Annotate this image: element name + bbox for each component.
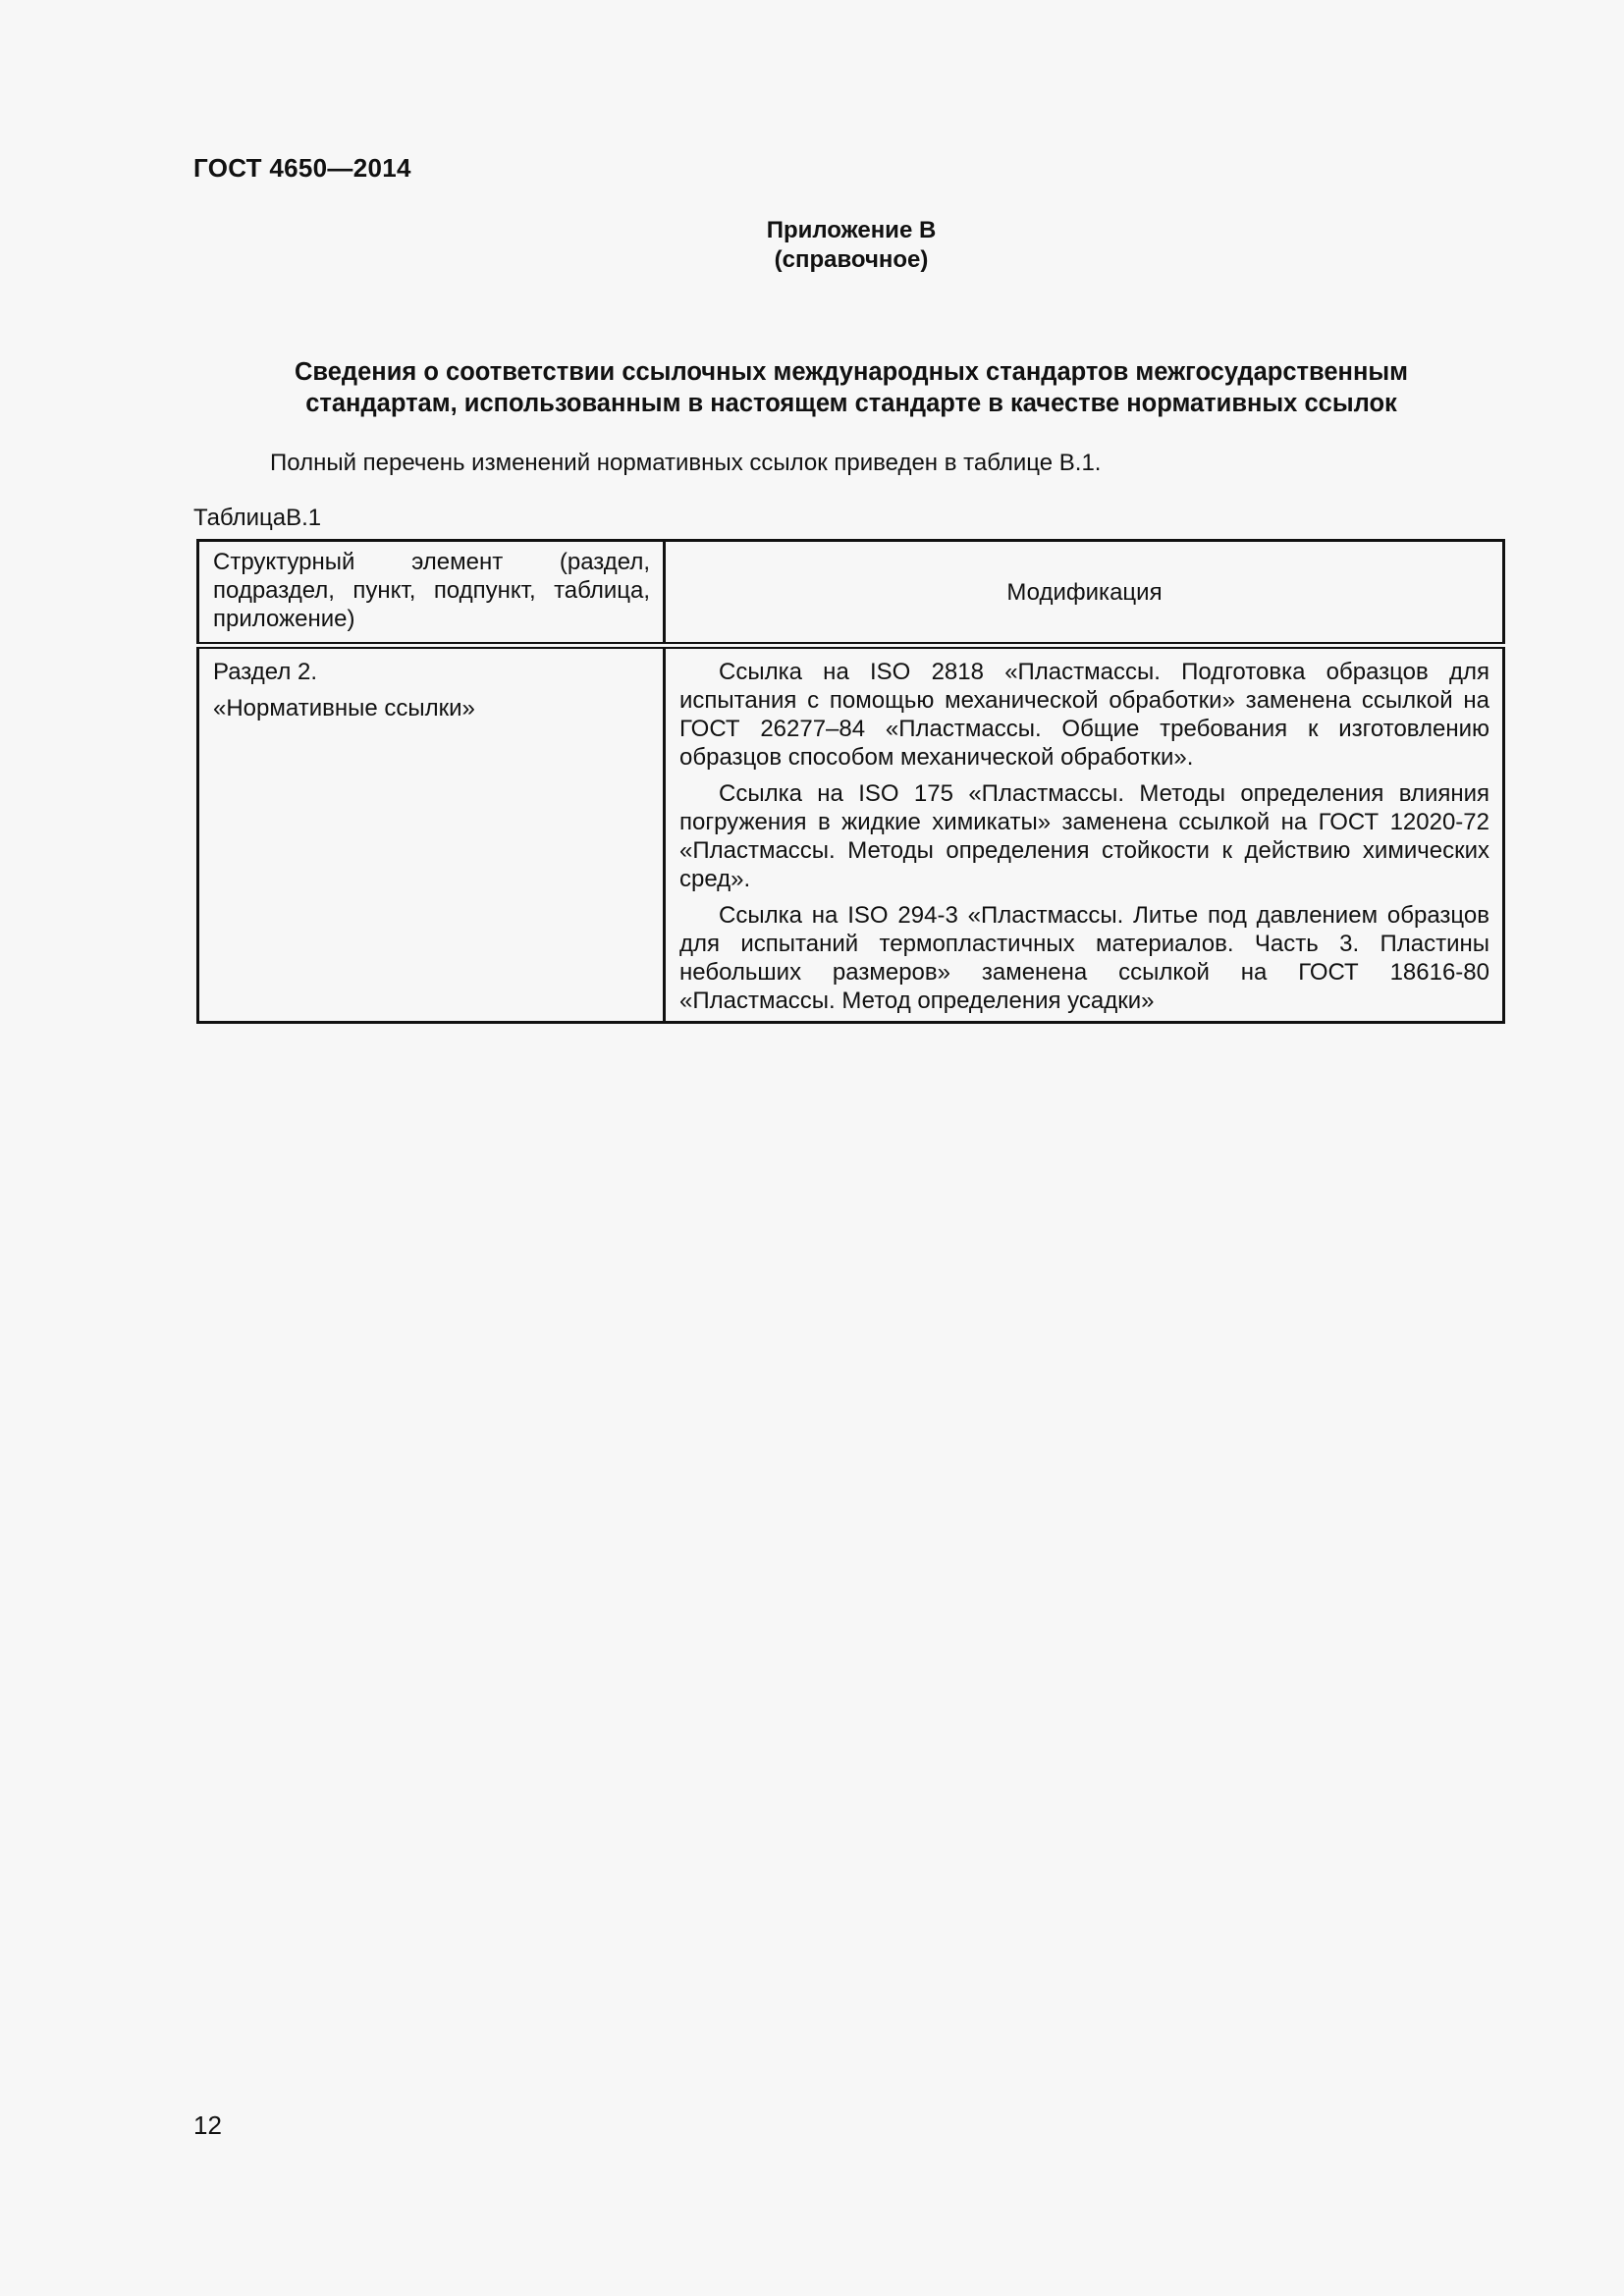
- intro-paragraph: Полный перечень изменений нормативных ссылок приведен в таблице В.1.: [270, 450, 1102, 476]
- cell-modification: [665, 646, 1504, 1023]
- appendix-title-block: [0, 216, 1624, 275]
- appendix-title: Приложение В: [766, 217, 937, 243]
- section-heading-line-1: Сведения о соответствии ссылочных международных стандартов межгосударственным: [295, 358, 1408, 386]
- element-section-name: «Нормативные ссылки»: [213, 695, 475, 721]
- section-heading: [193, 356, 1509, 419]
- modification-paragraph: Ссылка на ISO 294-3 «Пластмассы. Литье под давлением образцов для испытаний термопластичных материалов. Часть 3. Пластины небольших размеров» заменена ссылкой на ГОСТ 18616-80 «Пластмассы. Метод определения усадки»: [679, 902, 1489, 1014]
- table-header-row: [198, 541, 1504, 646]
- document-header-standard-id: ГОСТ 4650—2014: [193, 153, 411, 183]
- modification-paragraph: Ссылка на ISO 2818 «Пластмассы. Подготовка образцов для испытания с помощью механической обработки» заменена ссылкой на ГОСТ 26277–84 «Пластмассы. Общие требования к изготовлению образцов способом механической обработки».: [679, 659, 1489, 771]
- section-heading-line-2: стандартам, использованным в настоящем стандарте в качестве нормативных ссылок: [305, 390, 1397, 417]
- modification-paragraph: Ссылка на ISO 175 «Пластмассы. Методы определения влияния погружения в жидкие химикаты» заменена ссылкой на ГОСТ 12020-72 «Пластмассы. Методы определения стойкости к действию химических сред».: [679, 780, 1489, 892]
- table-row: [198, 646, 1504, 1023]
- page-number: 12: [193, 2110, 222, 2140]
- cell-structural-element: [198, 646, 665, 1023]
- table-caption: ТаблицаВ.1: [193, 505, 322, 531]
- reference-table-container: [196, 539, 1505, 1024]
- header-modification: Модификация: [665, 541, 1504, 646]
- element-section-number: Раздел 2.: [213, 659, 318, 685]
- header-structural-element: Структурный элемент (раздел, подраздел, пункт, подпункт, таблица, приложение): [198, 541, 665, 646]
- reference-table: [196, 539, 1505, 1024]
- appendix-subtitle: (справочное): [774, 246, 929, 273]
